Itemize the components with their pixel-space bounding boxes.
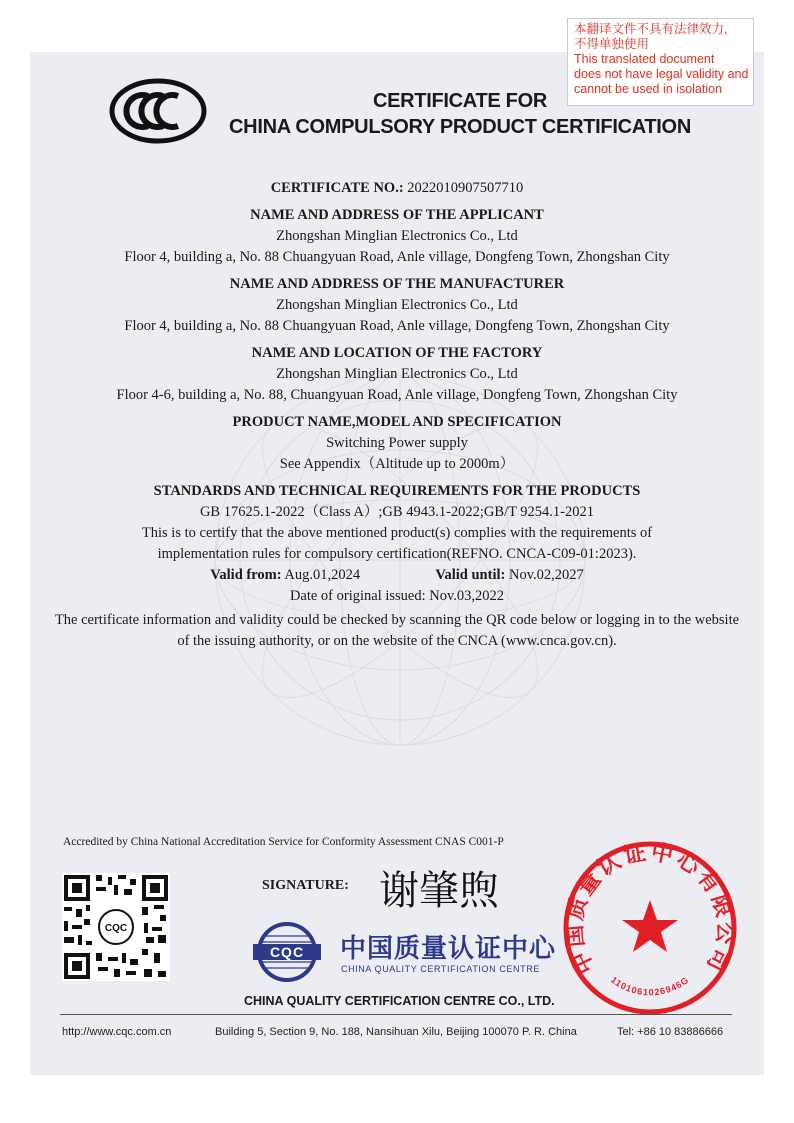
- validity-row: [30, 565, 764, 586]
- cqc-name-english: CHINA QUALITY CERTIFICATION CENTRE: [341, 964, 540, 974]
- product-name: Switching Power supply: [326, 435, 468, 451]
- seal-number: 1101061026946G: [609, 974, 691, 998]
- page-title: [200, 88, 720, 140]
- accreditation-text: Accredited by China National Accreditation Service for Conformity Assessment CNAS C001-P: [63, 836, 504, 848]
- certificate-number-label: CERTIFICATE NO.:: [270, 180, 404, 196]
- manufacturer-address: Floor 4, building a, No. 88 Chuangyuan Road, Anle village, Dongfeng Town, Zhongshan City: [124, 318, 670, 334]
- applicant-name: Zhongshan Minglian Electronics Co., Ltd: [276, 228, 518, 244]
- product-spec: See Appendix（Altitude up to 2000m）: [279, 456, 515, 472]
- footer-address: Building 5, Section 9, No. 188, Nansihuan Xilu, Beijing 100070 P. R. China: [215, 1026, 577, 1038]
- verification-statement: The certificate information and validity could be checked by scanning the QR code below or logging in to the website of the issuing authority, or on the website of the CNCA (www.cnca.gov.cn).: [54, 612, 740, 649]
- manufacturer-name: Zhongshan Minglian Electronics Co., Ltd: [276, 297, 518, 313]
- applicant-heading: NAME AND ADDRESS OF THE APPLICANT: [250, 207, 544, 223]
- standards-heading: STANDARDS AND TECHNICAL REQUIREMENTS FOR THE PRODUCTS: [153, 483, 641, 499]
- valid-until-date: Nov.02,2027: [508, 567, 584, 583]
- notice-line: cannot be used in isolation: [574, 82, 723, 96]
- svg-text:1101061026946G: [609, 975, 691, 998]
- footer-telephone: Tel: +86 10 83886666: [617, 1026, 724, 1038]
- valid-from-label: Valid from:: [210, 567, 282, 583]
- notice-line: does not have legal validity and: [574, 67, 749, 81]
- footer-website-link[interactable]: http://www.cqc.com.cn: [62, 1026, 172, 1038]
- valid-until-label: Valid until:: [435, 567, 506, 583]
- title-line-2: CHINA COMPULSORY PRODUCT CERTIFICATION: [229, 116, 691, 138]
- seal-text: 中国质量认证中心有限公司: [562, 840, 738, 978]
- qr-code-icon[interactable]: [62, 873, 170, 981]
- original-issue-date: Date of original issued: Nov.03,2022: [289, 588, 505, 604]
- footer-divider: [60, 1014, 732, 1015]
- cqc-name-chinese: 中国质量认证中心: [340, 934, 557, 964]
- notice-line: 不得单独使用: [574, 37, 650, 51]
- cqc-logo-icon: [245, 922, 330, 982]
- title-line-1: CERTIFICATE FOR: [372, 90, 547, 112]
- cqc-logo-text: CQC: [269, 944, 305, 960]
- factory-heading: NAME AND LOCATION OF THE FACTORY: [251, 345, 543, 361]
- qr-logo-text: CQC: [104, 923, 128, 934]
- certificate-number: 2022010907507710: [407, 180, 524, 196]
- signature-label: SIGNATURE:: [262, 878, 349, 893]
- ccc-logo-icon: [108, 78, 208, 144]
- valid-from-date: Aug.01,2024: [284, 567, 361, 583]
- manufacturer-heading: NAME AND ADDRESS OF THE MANUFACTURER: [229, 276, 565, 292]
- signature-handwriting: [375, 858, 535, 918]
- notice-line: This translated document: [574, 52, 715, 66]
- notice-line: 本翻译文件不具有法律效力,: [574, 22, 728, 36]
- certificate-number-row: [30, 178, 764, 199]
- factory-name: Zhongshan Minglian Electronics Co., Ltd: [276, 366, 518, 382]
- signature-text: 谢肇煦: [379, 868, 499, 914]
- product-heading: PRODUCT NAME,MODEL AND SPECIFICATION: [232, 414, 562, 430]
- certify-statement: This is to certify that the above mentioned product(s) complies with the requirements of implementation rules for compulsory certification(REFNO. CNCA-C09-01:2023).: [141, 525, 653, 562]
- official-seal-icon: [560, 838, 740, 1018]
- applicant-address: Floor 4, building a, No. 88 Chuangyuan Road, Anle village, Dongfeng Town, Zhongshan City: [124, 249, 670, 265]
- certificate-body: [30, 178, 764, 652]
- factory-address: Floor 4-6, building a, No. 88, Chuangyuan Road, Anle village, Dongfeng Town, Zhongshan City: [116, 387, 678, 403]
- standards-list: GB 17625.1-2022（Class A）;GB 4943.1-2022;GB/T 9254.1-2021: [199, 504, 595, 520]
- issuing-centre-name: CHINA QUALITY CERTIFICATION CENTRE CO., LTD.: [244, 994, 555, 1008]
